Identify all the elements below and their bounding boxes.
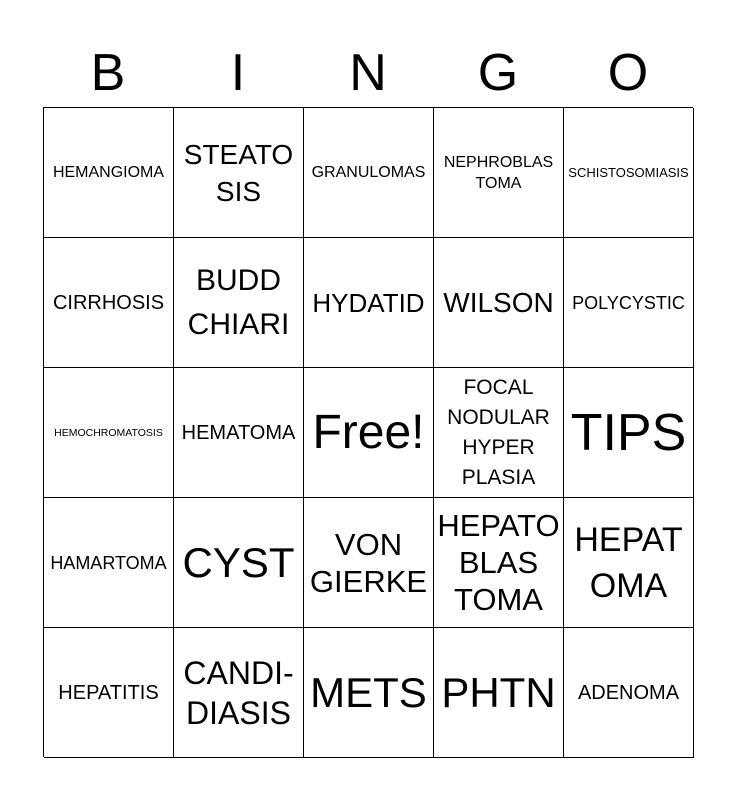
cell-label: Free! <box>312 405 425 459</box>
bingo-cell[interactable] <box>44 628 174 758</box>
bingo-cell[interactable] <box>304 238 434 368</box>
header-letter-b: B <box>90 44 126 102</box>
bingo-header <box>43 40 693 106</box>
cell-label: STEATO SIS <box>183 138 294 207</box>
bingo-cell[interactable] <box>564 108 694 238</box>
bingo-cell[interactable] <box>564 498 694 628</box>
bingo-cell[interactable] <box>44 108 174 238</box>
cell-label: HEPATITIS <box>58 681 159 704</box>
bingo-cell[interactable] <box>434 108 564 238</box>
cell-label: TIPS <box>570 403 687 462</box>
cell-label: METS <box>310 668 427 716</box>
bingo-cell[interactable] <box>434 368 564 498</box>
cell-label: POLYCYSTIC <box>572 292 685 313</box>
cell-label: NEPHROBLAS TOMA <box>443 153 554 192</box>
header-letter-i: I <box>230 44 246 102</box>
cell-label: HEPAT OMA <box>574 520 683 605</box>
cell-label: CYST <box>182 538 295 586</box>
cell-label: HAMARTOMA <box>50 552 167 573</box>
cell-label: BUDD CHIARI <box>187 263 290 341</box>
bingo-cell[interactable] <box>44 238 174 368</box>
cell-label: SCHISTOSOMIASIS <box>568 165 689 180</box>
bingo-cell[interactable] <box>304 628 434 758</box>
cell-label: WILSON <box>443 286 554 318</box>
header-letter-o: O <box>607 44 649 102</box>
cell-label: PHTN <box>441 668 556 716</box>
cell-label: HYDATID <box>312 287 425 318</box>
cell-label: HEMOCHROMATOSIS <box>54 426 163 439</box>
bingo-cell[interactable] <box>174 628 304 758</box>
bingo-cell[interactable] <box>44 368 174 498</box>
bingo-cell[interactable] <box>174 108 304 238</box>
header-letter-n: N <box>349 44 387 102</box>
cell-label: CIRRHOSIS <box>52 291 165 314</box>
cell-label: HEMATOMA <box>181 421 296 444</box>
cell-label: HEPATO BLAS TOMA <box>437 508 560 617</box>
header-letter-g: G <box>477 44 519 102</box>
bingo-cell[interactable] <box>174 238 304 368</box>
cell-label: VON GIERKE <box>309 526 428 599</box>
bingo-cell[interactable] <box>44 498 174 628</box>
bingo-cell[interactable] <box>564 628 694 758</box>
cell-label: FOCAL NODULAR HYPER PLASIA <box>447 375 550 489</box>
cell-label: GRANULOMAS <box>311 164 426 181</box>
bingo-cell[interactable] <box>434 498 564 628</box>
bingo-cell[interactable] <box>304 498 434 628</box>
bingo-cell[interactable] <box>174 498 304 628</box>
bingo-cell[interactable] <box>564 368 694 498</box>
free-space[interactable] <box>304 368 434 498</box>
bingo-cell[interactable] <box>304 108 434 238</box>
bingo-board <box>43 107 693 757</box>
bingo-cell[interactable] <box>564 238 694 368</box>
bingo-cell[interactable] <box>434 238 564 368</box>
cell-label: CANDI- DIASIS <box>183 654 294 731</box>
cell-label: HEMANGIOMA <box>52 164 165 181</box>
bingo-cell[interactable] <box>174 368 304 498</box>
bingo-cell[interactable] <box>434 628 564 758</box>
cell-label: ADENOMA <box>577 681 680 704</box>
